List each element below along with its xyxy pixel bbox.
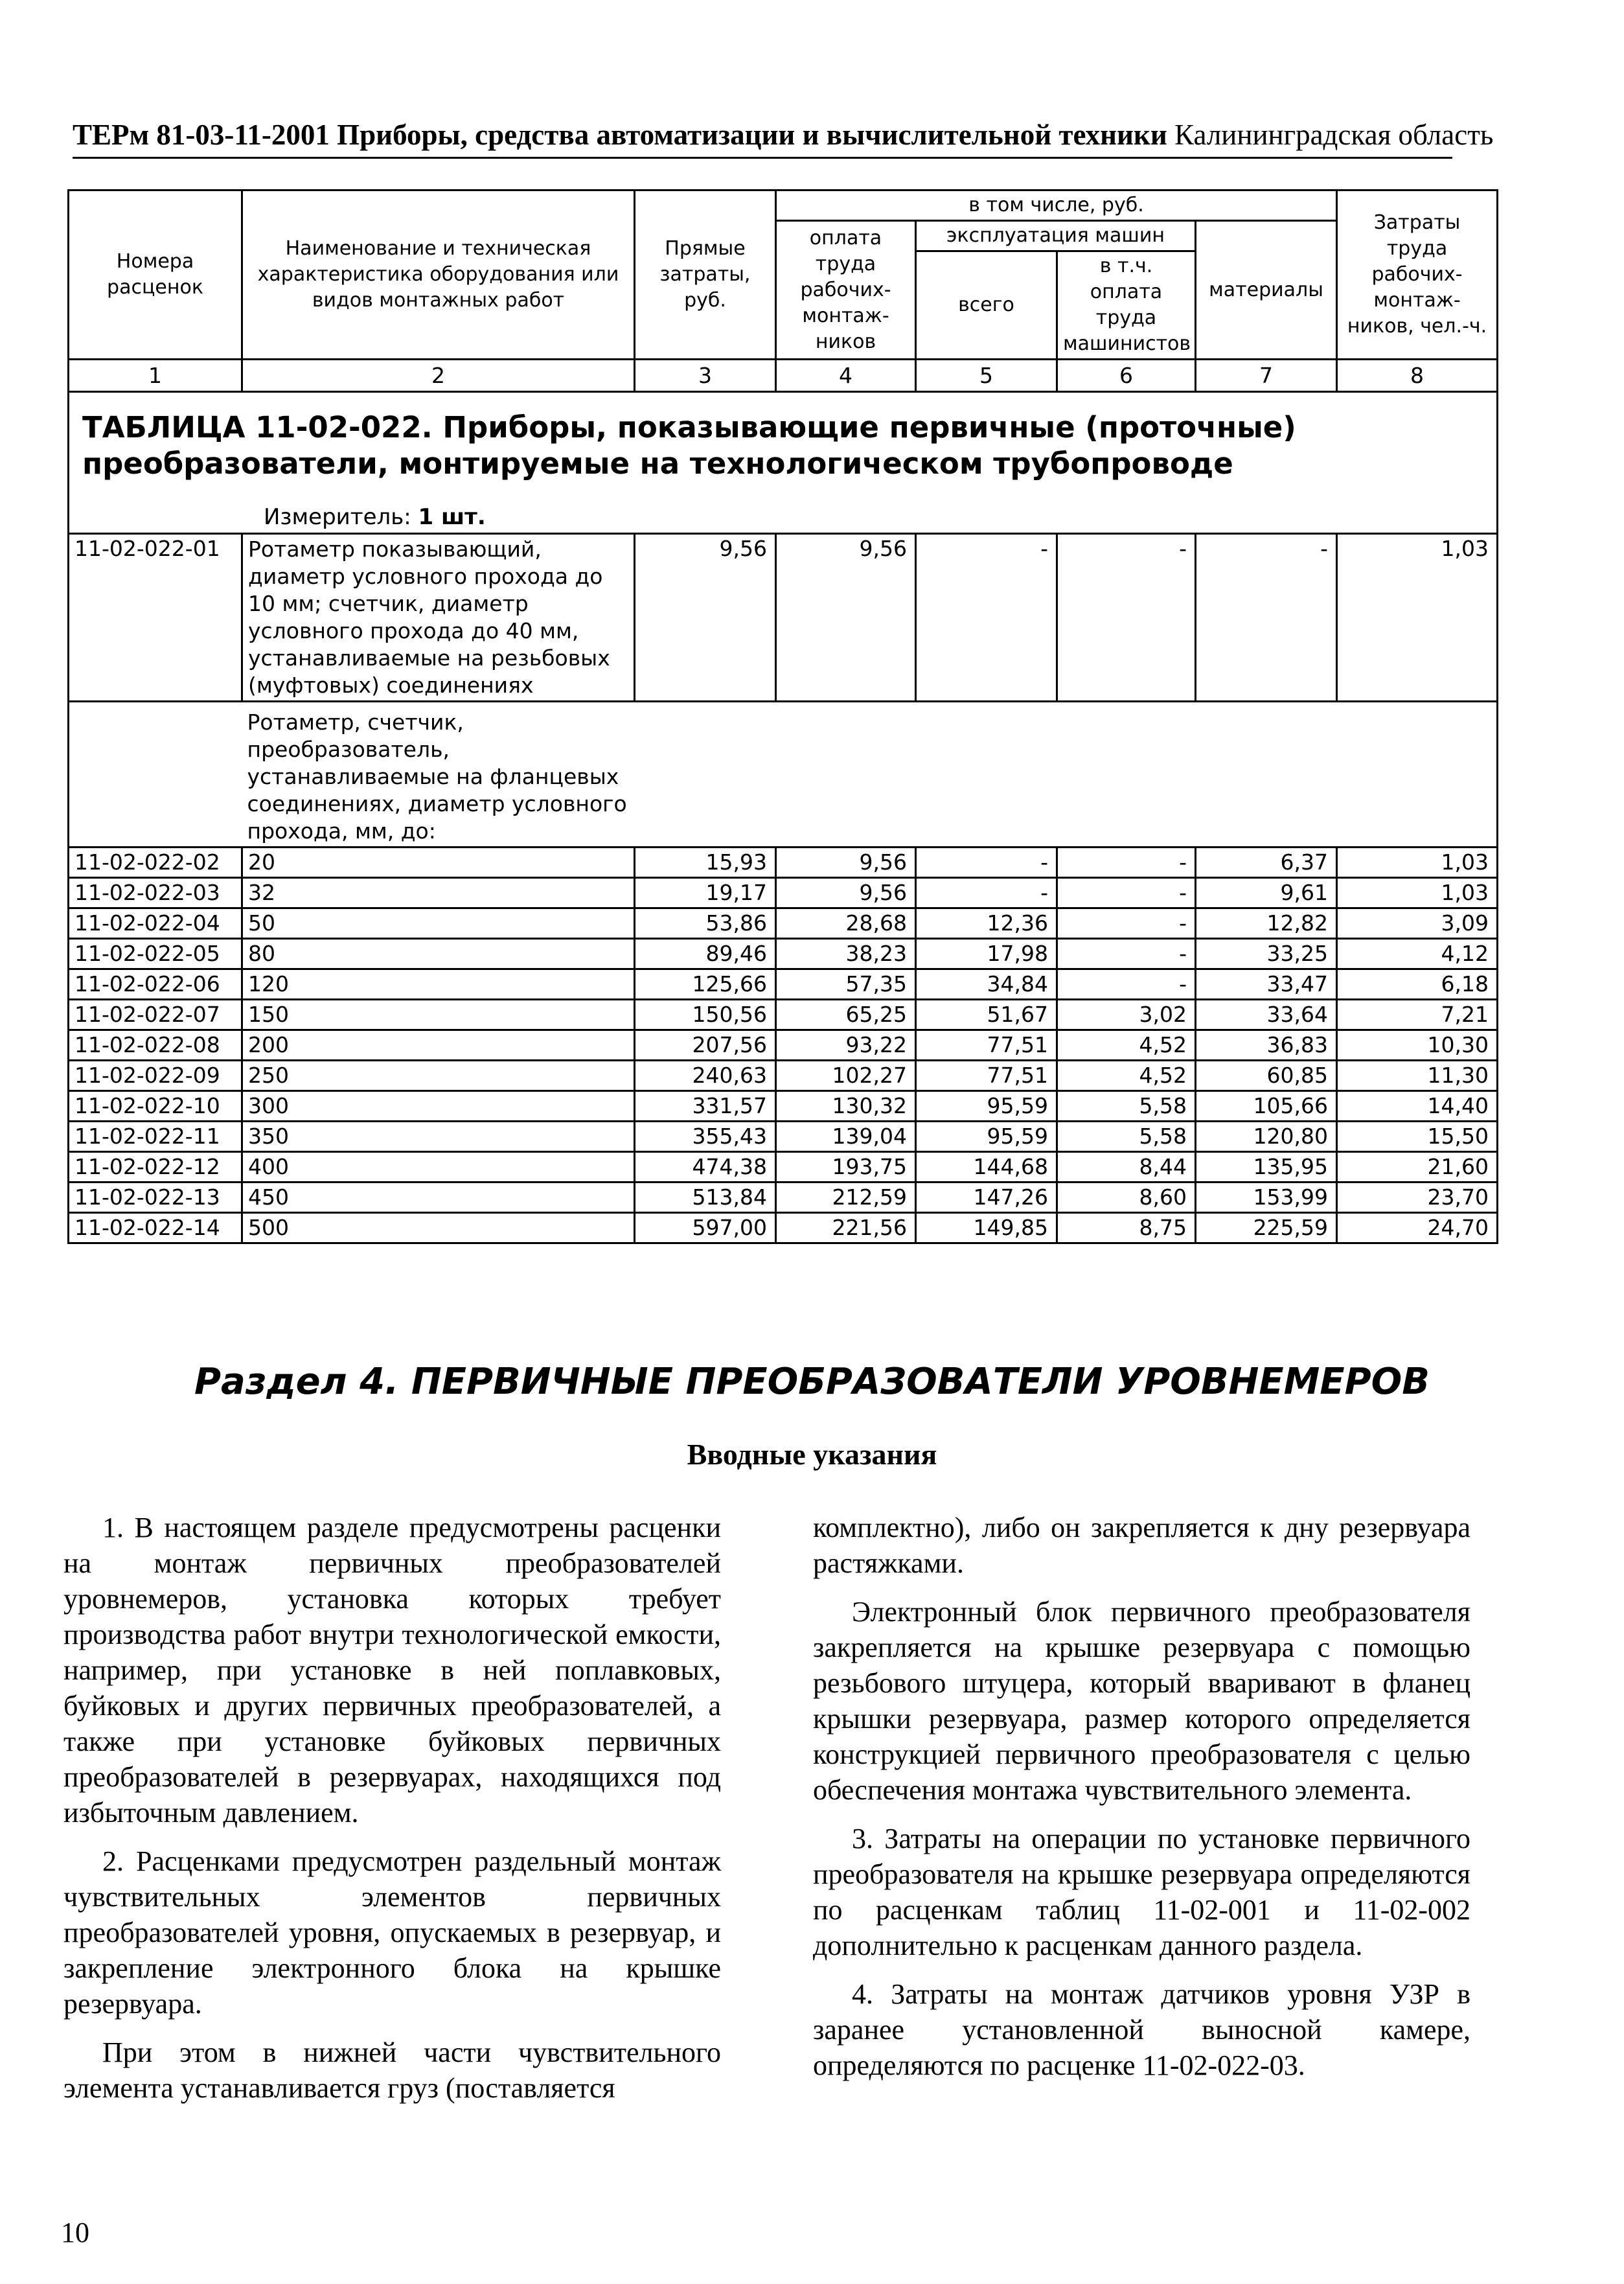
measure-unit bbox=[82, 504, 1483, 530]
row-code: 11-02-022-10 bbox=[69, 1091, 242, 1122]
row-name: Ротаметр показывающий, диаметр условного прохода до 10 мм; счетчик, диаметр условного прохода до 40 мм, устанавливаемые на резьбовых (муфтовых) соединениях bbox=[242, 534, 635, 702]
row-code: 11-02-022-07 bbox=[69, 1000, 242, 1030]
table-row bbox=[69, 969, 1498, 1000]
row-machines-wages: - bbox=[1057, 939, 1196, 969]
paragraph: 2. Расценками предусмотрен раздельный монтаж чувствительных элементов первичных преобразователей уровня, опускаемых в резервуар, и закрепление электронного блока на крышке резервуара. bbox=[63, 1845, 721, 2020]
row-materials: 33,25 bbox=[1196, 939, 1337, 969]
section-title: Раздел 4. ПЕРВИЧНЫЕ ПРЕОБРАЗОВАТЕЛИ УРОВНЕМЕРОВ bbox=[194, 1361, 1430, 1403]
row-labor: 7,21 bbox=[1337, 1000, 1498, 1030]
row-code: 11-02-022-01 bbox=[69, 534, 242, 702]
table-row bbox=[69, 1091, 1498, 1122]
row-labor: 4,12 bbox=[1337, 939, 1498, 969]
row-wages: 28,68 bbox=[776, 908, 916, 939]
row-name: 120 bbox=[242, 969, 635, 1000]
row-machines-wages: 5,58 bbox=[1057, 1122, 1196, 1152]
row-direct: 513,84 bbox=[635, 1182, 776, 1213]
row-name: 32 bbox=[242, 878, 635, 908]
table-row bbox=[69, 878, 1498, 908]
row-wages: 102,27 bbox=[776, 1061, 916, 1091]
text-column-left bbox=[63, 1510, 721, 2119]
page-number: 10 bbox=[61, 2217, 89, 2248]
row-materials: 60,85 bbox=[1196, 1061, 1337, 1091]
row-code: 11-02-022-12 bbox=[69, 1152, 242, 1182]
row-wages: 9,56 bbox=[776, 534, 916, 702]
row-machines-total: - bbox=[916, 534, 1057, 702]
row-name: 350 bbox=[242, 1122, 635, 1152]
row-wages: 38,23 bbox=[776, 939, 916, 969]
row-name: 450 bbox=[242, 1182, 635, 1213]
row-machines-wages: 3,02 bbox=[1057, 1000, 1196, 1030]
price-table bbox=[67, 189, 1498, 1244]
row-direct: 240,63 bbox=[635, 1061, 776, 1091]
row-wages: 65,25 bbox=[776, 1000, 916, 1030]
row-code: 11-02-022-09 bbox=[69, 1061, 242, 1091]
table-row bbox=[69, 908, 1498, 939]
row-direct: 9,56 bbox=[635, 534, 776, 702]
paragraph: 4. Затраты на монтаж датчиков уровня УЗР в заранее установленной выносной камере, определяются по расценке 11-02-022-03. bbox=[813, 1978, 1470, 2081]
row-name: 150 bbox=[242, 1000, 635, 1030]
row-code: 11-02-022-14 bbox=[69, 1213, 242, 1243]
table-title: ТАБЛИЦА 11-02-022. Приборы, показывающие первичные (проточные) преобразователи, монтируемые на технологическом трубопроводе bbox=[82, 410, 1296, 481]
row-name: 50 bbox=[242, 908, 635, 939]
row-code: 11-02-022-11 bbox=[69, 1122, 242, 1152]
paragraph: 1. В настоящем разделе предусмотрены расценки на монтаж первичных преобразователей уровнемеров, установка которых требует производства работ внутри технологической емкости, например, при установке в ней поплавковых, буйковых и других первичных преобразователей, а также при установке буйковых первичных преобразователей в резервуарах, находящихся под избыточным давлением. bbox=[63, 1512, 721, 1828]
row-materials: 9,61 bbox=[1196, 878, 1337, 908]
row-direct: 331,57 bbox=[635, 1091, 776, 1122]
row-code: 11-02-022-05 bbox=[69, 939, 242, 969]
row-labor: 15,50 bbox=[1337, 1122, 1498, 1152]
row-name: 80 bbox=[242, 939, 635, 969]
row-materials: 12,82 bbox=[1196, 908, 1337, 939]
row-materials: - bbox=[1196, 534, 1337, 702]
row-direct: 53,86 bbox=[635, 908, 776, 939]
measure-value: 1 шт. bbox=[418, 504, 486, 530]
row-machines-wages: 4,52 bbox=[1057, 1030, 1196, 1061]
paragraph: При этом в нижней части чувствительного элемента устанавливается груз (поставляется bbox=[63, 2036, 721, 2104]
paragraph: комплектно), либо он закрепляется к дну резервуара растяжками. bbox=[813, 1512, 1470, 1579]
column-number: 8 bbox=[1337, 360, 1498, 392]
table-title-row bbox=[69, 392, 1498, 534]
header-direct-costs: Прямые затраты, руб. bbox=[635, 190, 776, 360]
row-wages: 9,56 bbox=[776, 848, 916, 878]
row-machines-total: 77,51 bbox=[916, 1061, 1057, 1091]
column-number: 7 bbox=[1196, 360, 1337, 392]
row-labor: 1,03 bbox=[1337, 848, 1498, 878]
row-direct: 15,93 bbox=[635, 848, 776, 878]
row-machines-total: 149,85 bbox=[916, 1213, 1057, 1243]
row-name: 20 bbox=[242, 848, 635, 878]
row-machines-wages: 5,58 bbox=[1057, 1091, 1196, 1122]
row-wages: 212,59 bbox=[776, 1182, 916, 1213]
column-number: 2 bbox=[242, 360, 635, 392]
measure-label: Измеритель: bbox=[264, 504, 411, 530]
header-labor: Затраты труда рабочих-монтаж-ников, чел.-ч. bbox=[1337, 190, 1498, 360]
row-machines-wages: 8,75 bbox=[1057, 1213, 1196, 1243]
table-row bbox=[69, 848, 1498, 878]
column-number: 3 bbox=[635, 360, 776, 392]
row-machines-total: 51,67 bbox=[916, 1000, 1057, 1030]
row-direct: 89,46 bbox=[635, 939, 776, 969]
intro-title: Вводные указания bbox=[687, 1438, 937, 1471]
header-name: Наименование и техническая характеристика оборудования или видов монтажных работ bbox=[242, 190, 635, 360]
row-machines-wages: - bbox=[1057, 848, 1196, 878]
row-name: 250 bbox=[242, 1061, 635, 1091]
row-materials: 33,47 bbox=[1196, 969, 1337, 1000]
row-labor: 23,70 bbox=[1337, 1182, 1498, 1213]
row-materials: 6,37 bbox=[1196, 848, 1337, 878]
row-labor: 24,70 bbox=[1337, 1213, 1498, 1243]
row-wages: 57,35 bbox=[776, 969, 916, 1000]
table-row bbox=[69, 1030, 1498, 1061]
text-column-right bbox=[813, 1510, 1470, 2096]
table-row bbox=[69, 1213, 1498, 1243]
row-machines-total: 12,36 bbox=[916, 908, 1057, 939]
row-direct: 150,56 bbox=[635, 1000, 776, 1030]
row-wages: 130,32 bbox=[776, 1091, 916, 1122]
row-code: 11-02-022-04 bbox=[69, 908, 242, 939]
column-number: 5 bbox=[916, 360, 1057, 392]
table-row bbox=[69, 1000, 1498, 1030]
row-wages: 193,75 bbox=[776, 1152, 916, 1182]
row-code: 11-02-022-03 bbox=[69, 878, 242, 908]
row-code: 11-02-022-13 bbox=[69, 1182, 242, 1213]
row-wages: 221,56 bbox=[776, 1213, 916, 1243]
table-row bbox=[69, 1122, 1498, 1152]
row-machines-total: 144,68 bbox=[916, 1152, 1057, 1182]
header-machines-wages: в т.ч. оплата труда машинистов bbox=[1057, 251, 1196, 360]
group-text: Ротаметр, счетчик, преобразователь, устанавливаемые на фланцевых соединениях, диаметр условного прохода, мм, до: bbox=[242, 702, 635, 848]
row-machines-wages: - bbox=[1057, 878, 1196, 908]
row-direct: 355,43 bbox=[635, 1122, 776, 1152]
row-machines-total: 17,98 bbox=[916, 939, 1057, 969]
row-wages: 93,22 bbox=[776, 1030, 916, 1061]
table-row bbox=[69, 1061, 1498, 1091]
row-direct: 125,66 bbox=[635, 969, 776, 1000]
row-machines-wages: - bbox=[1057, 969, 1196, 1000]
row-labor: 21,60 bbox=[1337, 1152, 1498, 1182]
row-wages: 139,04 bbox=[776, 1122, 916, 1152]
table-row bbox=[69, 939, 1498, 969]
header-machines-total: всего bbox=[916, 251, 1057, 360]
header-region: Калининградская область bbox=[1174, 119, 1494, 151]
row-materials: 33,64 bbox=[1196, 1000, 1337, 1030]
table-row bbox=[69, 534, 1498, 702]
row-materials: 36,83 bbox=[1196, 1030, 1337, 1061]
row-machines-wages: 8,60 bbox=[1057, 1182, 1196, 1213]
header-materials: материалы bbox=[1196, 221, 1337, 360]
header-machines: эксплуатация машин bbox=[916, 221, 1196, 251]
row-direct: 207,56 bbox=[635, 1030, 776, 1061]
table-row bbox=[69, 1152, 1498, 1182]
row-labor: 6,18 bbox=[1337, 969, 1498, 1000]
group-row bbox=[69, 702, 1498, 848]
row-machines-total: 95,59 bbox=[916, 1122, 1057, 1152]
row-name: 500 bbox=[242, 1213, 635, 1243]
running-header bbox=[73, 117, 1494, 159]
table-body bbox=[69, 848, 1498, 1243]
header-number: Номера расценок bbox=[69, 190, 242, 360]
row-materials: 135,95 bbox=[1196, 1152, 1337, 1182]
header-wages: оплата труда рабочих-монтаж-ников bbox=[776, 221, 916, 360]
row-machines-total: 34,84 bbox=[916, 969, 1057, 1000]
row-machines-total: 77,51 bbox=[916, 1030, 1057, 1061]
column-number: 1 bbox=[69, 360, 242, 392]
row-machines-wages: 8,44 bbox=[1057, 1152, 1196, 1182]
row-name: 200 bbox=[242, 1030, 635, 1061]
paragraph: 3. Затраты на операции по установке первичного преобразователя на крышке резервуара определяются по расценкам таблиц 11-02-001 и 11-02-002 дополнительно к расценкам данного раздела. bbox=[813, 1823, 1470, 1961]
row-name: 300 bbox=[242, 1091, 635, 1122]
row-materials: 225,59 bbox=[1196, 1213, 1337, 1243]
row-labor: 3,09 bbox=[1337, 908, 1498, 939]
row-labor: 1,03 bbox=[1337, 534, 1498, 702]
row-code: 11-02-022-08 bbox=[69, 1030, 242, 1061]
row-machines-total: 147,26 bbox=[916, 1182, 1057, 1213]
row-materials: 153,99 bbox=[1196, 1182, 1337, 1213]
row-code: 11-02-022-02 bbox=[69, 848, 242, 878]
table-row bbox=[69, 1182, 1498, 1213]
row-direct: 474,38 bbox=[635, 1152, 776, 1182]
row-labor: 14,40 bbox=[1337, 1091, 1498, 1122]
row-direct: 597,00 bbox=[635, 1213, 776, 1243]
row-labor: 1,03 bbox=[1337, 878, 1498, 908]
row-machines-wages: - bbox=[1057, 908, 1196, 939]
row-direct: 19,17 bbox=[635, 878, 776, 908]
column-number-row bbox=[69, 360, 1498, 392]
paragraph: Электронный блок первичного преобразователя закрепляется на крышке резервуара с помощью резьбового штуцера, который вваривают в фланец крышки резервуара, размер которого определяется конструкцией первичного преобразователя с целью обеспечения монтажа чувствительного элемента. bbox=[813, 1596, 1470, 1806]
row-machines-total: - bbox=[916, 878, 1057, 908]
row-machines-total: 95,59 bbox=[916, 1091, 1057, 1122]
row-wages: 9,56 bbox=[776, 878, 916, 908]
row-machines-wages: - bbox=[1057, 534, 1196, 702]
row-machines-total: - bbox=[916, 848, 1057, 878]
header-title: ТЕРм 81-03-11-2001 Приборы, средства автоматизации и вычислительной техники bbox=[73, 119, 1167, 151]
row-code: 11-02-022-06 bbox=[69, 969, 242, 1000]
row-machines-wages: 4,52 bbox=[1057, 1061, 1196, 1091]
row-name: 400 bbox=[242, 1152, 635, 1182]
column-number: 6 bbox=[1057, 360, 1196, 392]
row-materials: 120,80 bbox=[1196, 1122, 1337, 1152]
column-number: 4 bbox=[776, 360, 916, 392]
row-materials: 105,66 bbox=[1196, 1091, 1337, 1122]
row-labor: 11,30 bbox=[1337, 1061, 1498, 1091]
row-labor: 10,30 bbox=[1337, 1030, 1498, 1061]
header-including: в том числе, руб. bbox=[776, 190, 1337, 221]
